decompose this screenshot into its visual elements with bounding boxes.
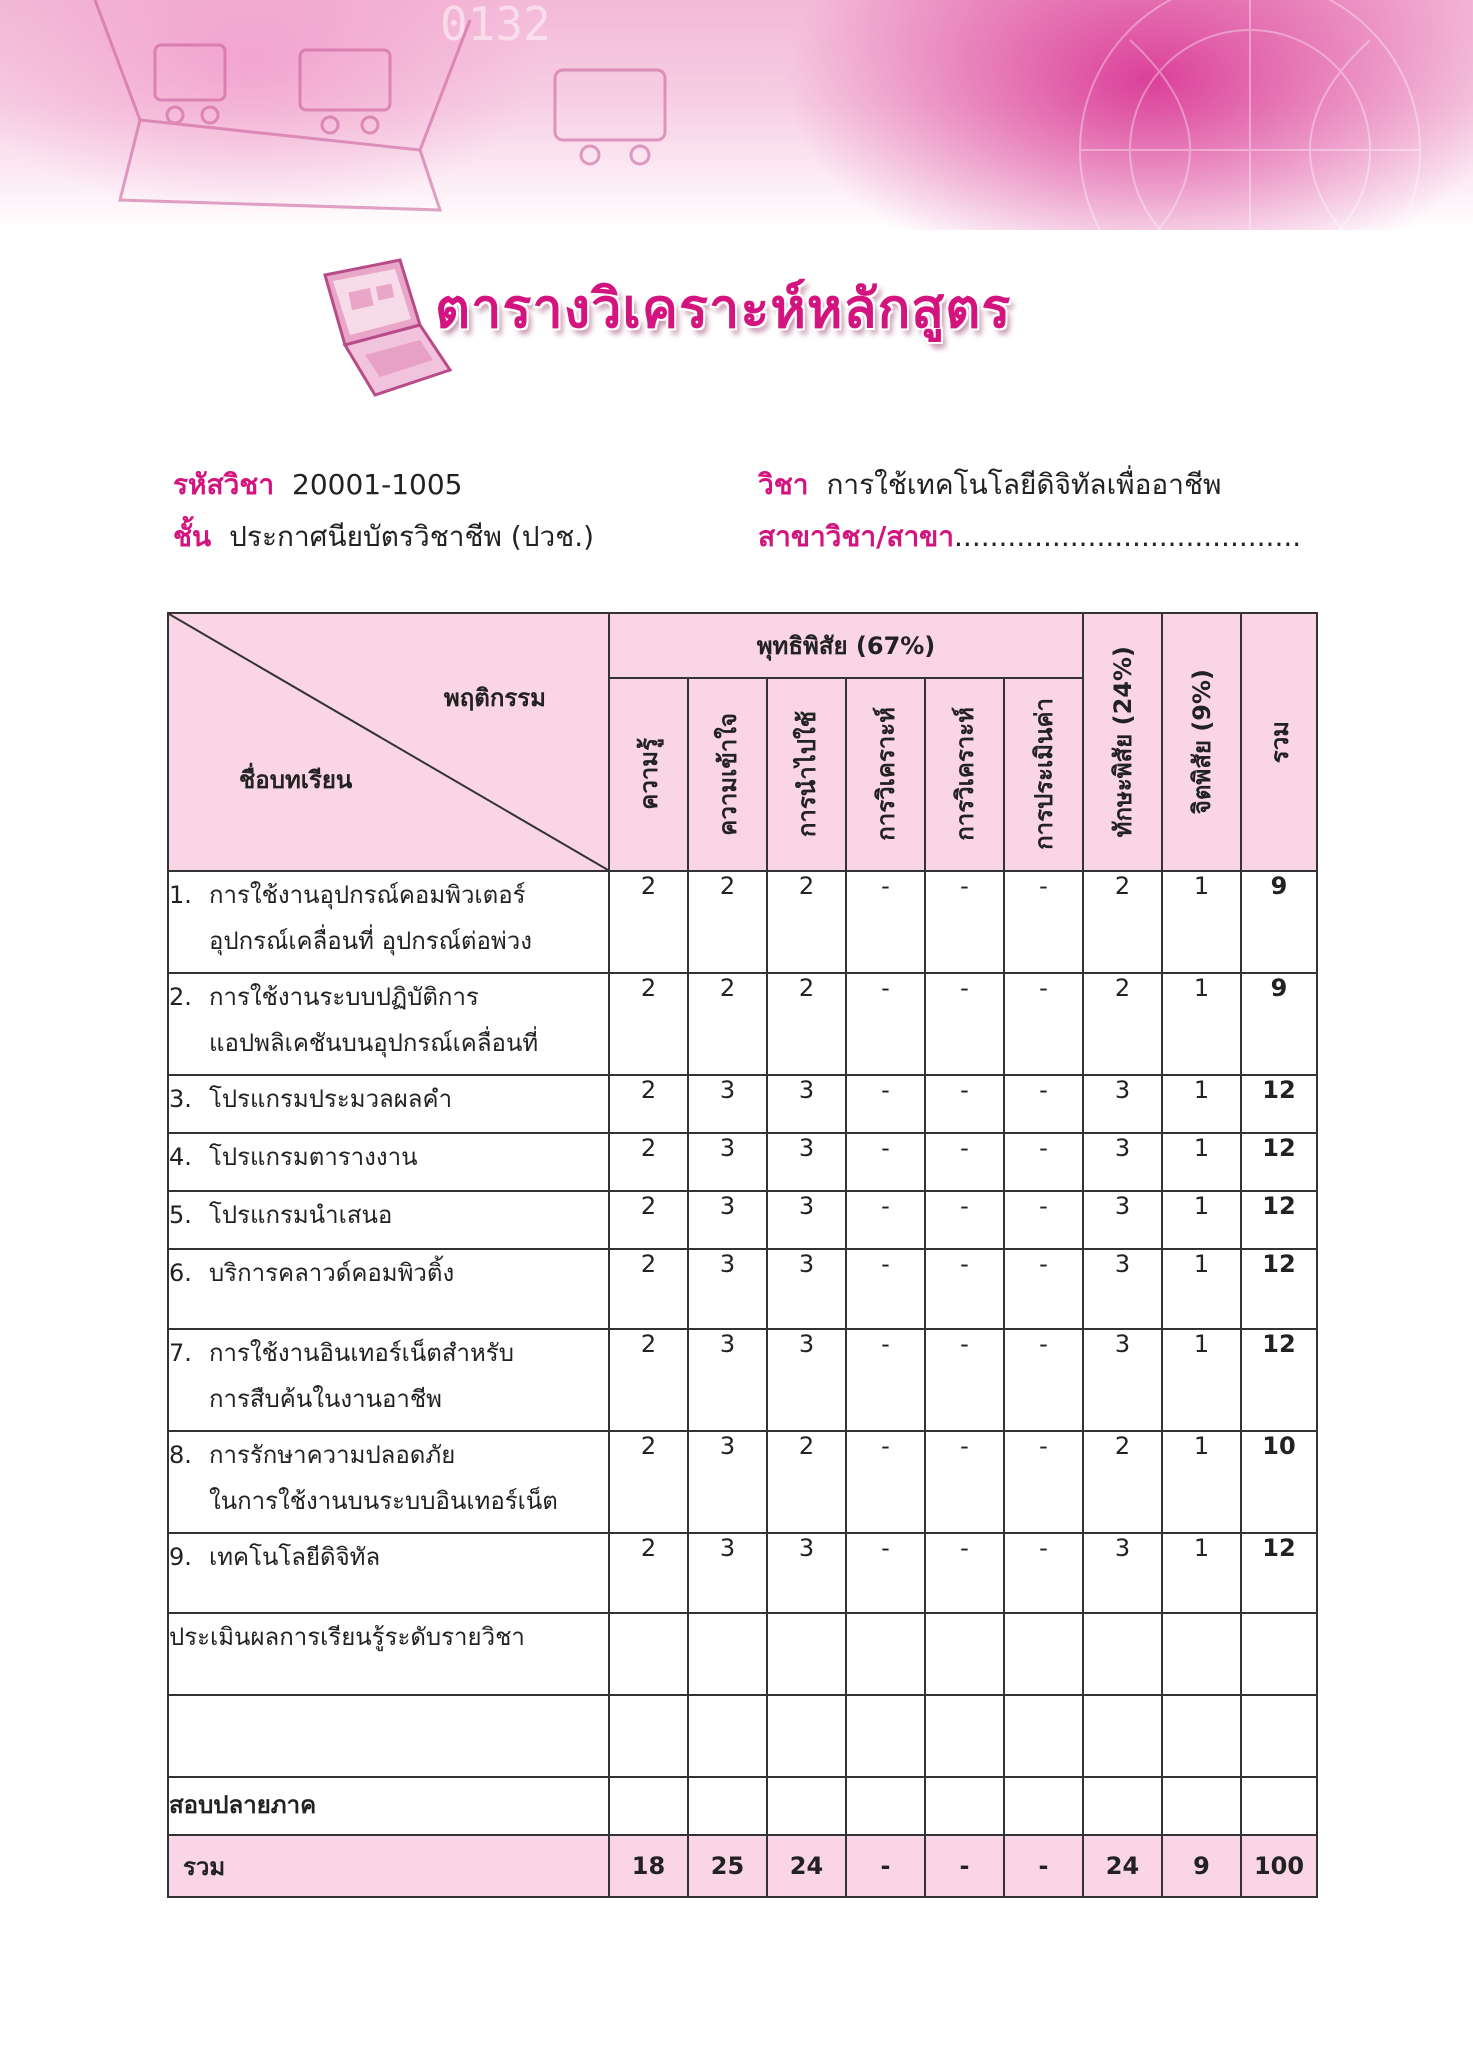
- lesson-number: 2.: [169, 983, 192, 1011]
- curriculum-table: [167, 612, 1318, 1898]
- branch-label: สาขาวิชา/สาขา: [758, 520, 955, 553]
- lesson-name: [168, 1249, 609, 1329]
- lesson-number: 9.: [169, 1543, 192, 1571]
- score-cell: 2: [609, 1075, 688, 1133]
- table-row: [168, 1191, 1317, 1249]
- score-cell: 3: [767, 1191, 846, 1249]
- lesson-title: การใช้งานระบบปฏิบัติการ: [209, 983, 479, 1011]
- score-cell: 3: [767, 1533, 846, 1613]
- score-cell: -: [1004, 1329, 1083, 1431]
- table-row: [168, 1133, 1317, 1191]
- score-cell: -: [846, 1191, 925, 1249]
- score-cell: 3: [688, 1133, 767, 1191]
- cognitive-group-header: พุทธิพิสัย (67%): [609, 613, 1083, 678]
- row-total-cell: 12: [1241, 1191, 1317, 1249]
- score-cell: 2: [1083, 1431, 1162, 1533]
- cognitive-col-header: การวิเคราะห์: [925, 678, 1004, 872]
- lesson-title-line2: ในการใช้งานบนระบบอินเทอร์เน็ต: [209, 1487, 558, 1515]
- score-cell: -: [925, 973, 1004, 1075]
- score-cell: 2: [609, 871, 688, 973]
- lesson-name: [168, 871, 609, 973]
- score-cell: 2: [1083, 973, 1162, 1075]
- score-cell: 2: [609, 1133, 688, 1191]
- row-total-cell: 10: [1241, 1431, 1317, 1533]
- lesson-number: 1.: [169, 881, 192, 909]
- score-cell: -: [1004, 1191, 1083, 1249]
- score-cell: -: [1004, 1431, 1083, 1533]
- score-cell: 3: [1083, 1329, 1162, 1431]
- score-cell: -: [846, 1533, 925, 1613]
- score-cell: 2: [1083, 871, 1162, 973]
- score-cell: 3: [688, 1329, 767, 1431]
- score-cell: 2: [609, 1329, 688, 1431]
- score-cell: 3: [1083, 1191, 1162, 1249]
- lesson-title: โปรแกรมประมวลผลคำ: [209, 1085, 453, 1113]
- table-row: [168, 1075, 1317, 1133]
- corner-header: [168, 613, 609, 871]
- header-banner: [0, 0, 1473, 230]
- page-title: ตารางวิเคราะห์หลักสูตร: [435, 277, 1012, 340]
- final-exam-label: สอบปลายภาค: [168, 1777, 609, 1835]
- score-cell: -: [846, 871, 925, 973]
- behavior-label: พฤติกรรม: [443, 684, 546, 712]
- psychomotor-header: ทักษะพิสัย (24%): [1083, 613, 1162, 871]
- total-cell: -: [1004, 1835, 1083, 1897]
- laptop-icon: [305, 255, 455, 405]
- score-cell: 1: [1162, 1249, 1241, 1329]
- cognitive-col-header: การวิเคราะห์: [846, 678, 925, 872]
- table-row: [168, 1329, 1317, 1431]
- score-cell: 3: [767, 1075, 846, 1133]
- diagonal-line: [169, 614, 608, 870]
- score-cell: 1: [1162, 1533, 1241, 1613]
- lesson-name: [168, 1191, 609, 1249]
- score-cell: 3: [767, 1249, 846, 1329]
- total-cell: 25: [688, 1835, 767, 1897]
- total-cell: 100: [1241, 1835, 1317, 1897]
- score-cell: -: [1004, 973, 1083, 1075]
- level-label: ชั้น: [173, 520, 212, 553]
- score-cell: -: [1004, 1075, 1083, 1133]
- row-total-cell: 9: [1241, 973, 1317, 1075]
- evaluation-label: ประเมินผลการเรียนรู้ระดับรายวิชา: [168, 1613, 609, 1695]
- cognitive-col-header: ความเข้าใจ: [688, 678, 767, 872]
- table-row: [168, 871, 1317, 973]
- lesson-title: โปรแกรมนำเสนอ: [209, 1201, 393, 1229]
- subject-value: การใช้เทคโนโลยีดิจิทัลเพื่ออาชีพ: [826, 468, 1222, 501]
- score-cell: 2: [767, 973, 846, 1075]
- lesson-number: 4.: [169, 1143, 192, 1171]
- course-code-line: [173, 463, 462, 507]
- score-cell: -: [846, 973, 925, 1075]
- total-header: รวม: [1241, 613, 1317, 871]
- level-line: [173, 515, 594, 559]
- lesson-title: การใช้งานอุปกรณ์คอมพิวเตอร์: [209, 881, 526, 909]
- score-cell: -: [846, 1249, 925, 1329]
- total-row: [168, 1835, 1317, 1897]
- score-cell: 3: [688, 1191, 767, 1249]
- score-cell: -: [925, 1075, 1004, 1133]
- score-cell: 2: [609, 1249, 688, 1329]
- score-cell: 2: [688, 973, 767, 1075]
- lesson-name: [168, 973, 609, 1075]
- total-label: รวม: [168, 1835, 609, 1897]
- total-cell: 24: [1083, 1835, 1162, 1897]
- score-cell: 2: [767, 1431, 846, 1533]
- score-cell: 1: [1162, 1133, 1241, 1191]
- lesson-title: การใช้งานอินเทอร์เน็ตสำหรับ: [209, 1339, 514, 1367]
- lesson-name: [168, 1431, 609, 1533]
- score-cell: -: [925, 1431, 1004, 1533]
- cognitive-col-header: การประเมินค่า: [1004, 678, 1083, 872]
- score-cell: 3: [767, 1329, 846, 1431]
- score-cell: 3: [1083, 1533, 1162, 1613]
- score-cell: -: [925, 871, 1004, 973]
- score-cell: 3: [688, 1431, 767, 1533]
- lesson-name-label: ชื่อบทเรียน: [239, 766, 353, 794]
- lesson-title-line2: การสืบค้นในงานอาชีพ: [209, 1385, 442, 1413]
- lesson-title: บริการคลาวด์คอมพิวติ้ง: [209, 1259, 455, 1287]
- row-total-cell: 12: [1241, 1533, 1317, 1613]
- score-cell: -: [846, 1133, 925, 1191]
- score-cell: 1: [1162, 973, 1241, 1075]
- score-cell: 2: [609, 1431, 688, 1533]
- score-cell: 1: [1162, 871, 1241, 973]
- lesson-name: [168, 1075, 609, 1133]
- total-cell: -: [846, 1835, 925, 1897]
- course-code-label: รหัสวิชา: [173, 468, 275, 501]
- table-row: [168, 1431, 1317, 1533]
- score-cell: 3: [1083, 1075, 1162, 1133]
- lesson-title: โปรแกรมตารางงาน: [209, 1143, 418, 1171]
- score-cell: 3: [688, 1075, 767, 1133]
- svg-text:0132: 0132: [440, 0, 551, 51]
- lesson-title-line2: อุปกรณ์เคลื่อนที่ อุปกรณ์ต่อพ่วง: [209, 927, 532, 955]
- lesson-name: [168, 1533, 609, 1613]
- final-exam-row: [168, 1777, 1317, 1835]
- score-cell: -: [846, 1075, 925, 1133]
- lesson-number: 3.: [169, 1085, 192, 1113]
- table-row: [168, 973, 1317, 1075]
- score-cell: -: [925, 1533, 1004, 1613]
- score-cell: 3: [688, 1533, 767, 1613]
- branch-value: .......................................: [954, 520, 1302, 553]
- lesson-title: การรักษาความปลอดภัย: [209, 1441, 456, 1469]
- score-cell: -: [1004, 871, 1083, 973]
- score-cell: 2: [688, 871, 767, 973]
- score-cell: 3: [767, 1133, 846, 1191]
- total-cell: 24: [767, 1835, 846, 1897]
- lesson-number: 6.: [169, 1259, 192, 1287]
- score-cell: 2: [609, 1533, 688, 1613]
- score-cell: 3: [1083, 1249, 1162, 1329]
- lesson-number: 7.: [169, 1339, 192, 1367]
- empty-row: [168, 1695, 1317, 1777]
- subject-label: วิชา: [758, 468, 809, 501]
- score-cell: 1: [1162, 1191, 1241, 1249]
- lesson-name: [168, 1329, 609, 1431]
- score-cell: -: [925, 1329, 1004, 1431]
- score-cell: 1: [1162, 1329, 1241, 1431]
- score-cell: -: [846, 1431, 925, 1533]
- title-section: [305, 245, 1065, 415]
- score-cell: -: [1004, 1133, 1083, 1191]
- score-cell: 2: [767, 871, 846, 973]
- score-cell: 1: [1162, 1075, 1241, 1133]
- table-row: [168, 1533, 1317, 1613]
- score-cell: -: [925, 1191, 1004, 1249]
- table-row: [168, 1249, 1317, 1329]
- level-value: ประกาศนียบัตรวิชาชีพ (ปวช.): [229, 520, 595, 553]
- score-cell: 3: [1083, 1133, 1162, 1191]
- score-cell: 2: [609, 973, 688, 1075]
- row-total-cell: 12: [1241, 1329, 1317, 1431]
- score-cell: -: [1004, 1249, 1083, 1329]
- subject-line: [758, 463, 1221, 507]
- affective-header: จิตพิสัย (9%): [1162, 613, 1241, 871]
- row-total-cell: 12: [1241, 1133, 1317, 1191]
- branch-line: [758, 515, 1301, 559]
- score-cell: 2: [609, 1191, 688, 1249]
- total-cell: 9: [1162, 1835, 1241, 1897]
- banner-decoration: [0, 0, 1473, 230]
- total-cell: 18: [609, 1835, 688, 1897]
- score-cell: -: [1004, 1533, 1083, 1613]
- cognitive-col-header: ความรู้: [609, 678, 688, 872]
- row-total-cell: 9: [1241, 871, 1317, 973]
- lesson-title: เทคโนโลยีดิจิทัล: [209, 1543, 381, 1571]
- total-cell: -: [925, 1835, 1004, 1897]
- score-cell: -: [846, 1329, 925, 1431]
- course-code-value: 20001-1005: [292, 468, 463, 501]
- lesson-name: [168, 1133, 609, 1191]
- lesson-number: 5.: [169, 1201, 192, 1229]
- lesson-number: 8.: [169, 1441, 192, 1469]
- score-cell: -: [925, 1133, 1004, 1191]
- score-cell: 1: [1162, 1431, 1241, 1533]
- score-cell: -: [925, 1249, 1004, 1329]
- row-total-cell: 12: [1241, 1075, 1317, 1133]
- row-total-cell: 12: [1241, 1249, 1317, 1329]
- evaluation-row: [168, 1613, 1317, 1695]
- score-cell: 3: [688, 1249, 767, 1329]
- cognitive-col-header: การนำไปใช้: [767, 678, 846, 872]
- lesson-title-line2: แอปพลิเคชันบนอุปกรณ์เคลื่อนที่: [209, 1029, 539, 1057]
